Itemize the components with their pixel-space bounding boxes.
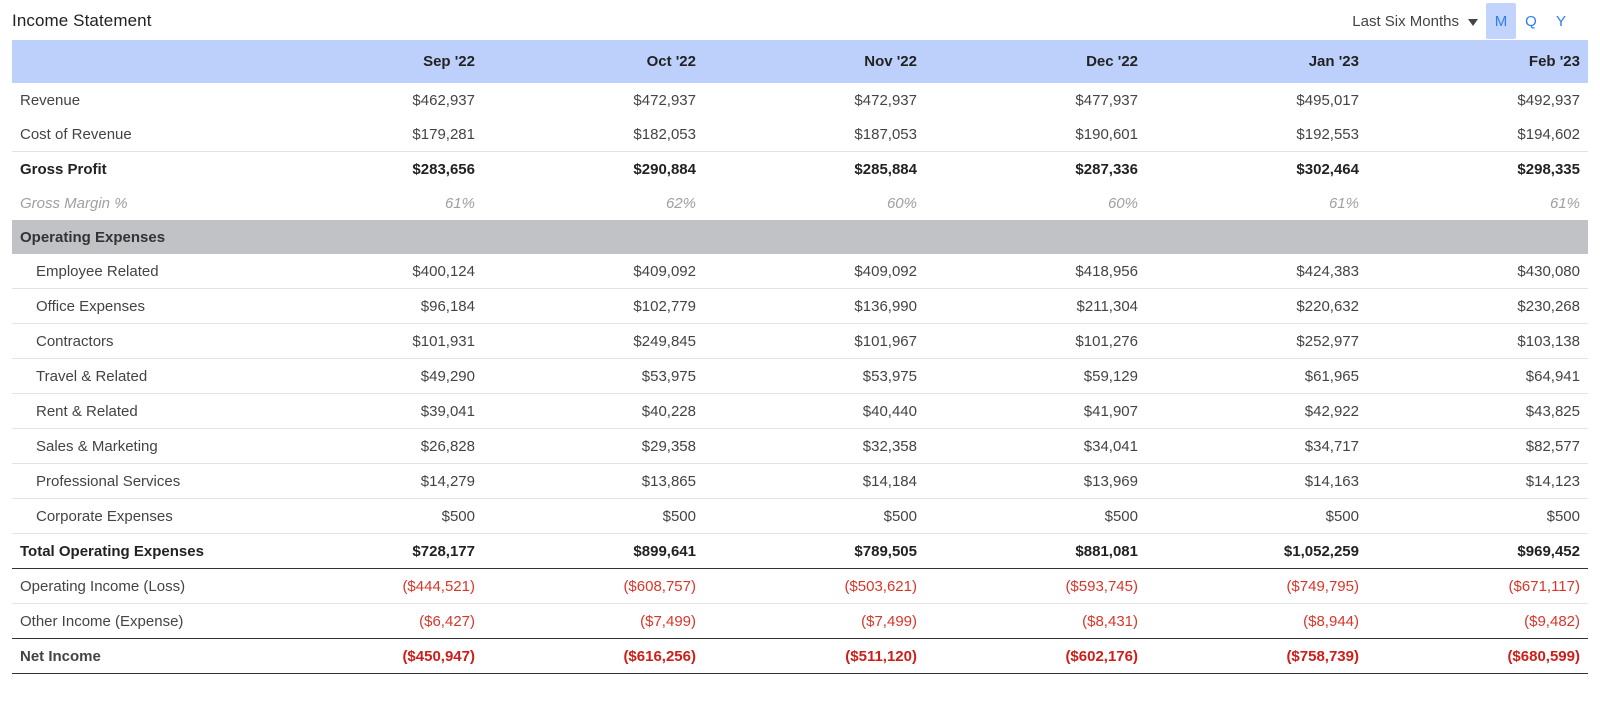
period-controls — [1352, 4, 1576, 38]
row-label: Employee Related — [12, 254, 262, 289]
row-value: $220,632 — [1146, 289, 1367, 324]
statement-header — [12, 0, 1588, 40]
row-value: $14,279 — [262, 464, 483, 499]
row-value: ($8,944) — [1303, 612, 1359, 630]
table-row-rent-related — [12, 394, 1588, 429]
row-value: $13,865 — [483, 464, 704, 499]
row-value: $14,184 — [704, 464, 925, 499]
row-value: $728,177 — [262, 534, 483, 569]
table-row-other-income — [12, 604, 1588, 639]
row-label: Sales & Marketing — [12, 429, 262, 464]
table-row-employee-related — [12, 254, 1588, 289]
row-label: Gross Profit — [20, 160, 107, 178]
row-value: $136,990 — [704, 289, 925, 324]
row-value: $302,464 — [1296, 160, 1359, 178]
row-value: ($608,757) — [483, 569, 704, 604]
row-value: $211,304 — [925, 289, 1146, 324]
row-value: $298,335 — [1517, 160, 1580, 178]
row-value: ($758,739) — [1146, 639, 1367, 674]
table-row-travel-related — [12, 359, 1588, 394]
row-label: Rent & Related — [12, 394, 262, 429]
row-value: $182,053 — [483, 117, 704, 152]
column-header: Jan '23 — [1146, 40, 1367, 83]
row-value: $472,937 — [854, 91, 917, 109]
row-value: $41,907 — [925, 394, 1146, 429]
row-value: $82,577 — [1367, 429, 1588, 464]
caret-down-icon — [1468, 19, 1478, 26]
column-header: Oct '22 — [483, 40, 704, 83]
table-row-sales-marketing — [12, 429, 1588, 464]
row-label: Net Income — [12, 639, 262, 674]
section-label: Operating Expenses — [12, 220, 1588, 254]
table-row-net-income — [12, 639, 1588, 674]
row-value: $101,931 — [262, 324, 483, 359]
table-row-operating-income — [12, 569, 1588, 604]
row-value: ($7,499) — [861, 612, 917, 630]
row-value: $53,975 — [704, 359, 925, 394]
date-range-label: Last Six Months — [1352, 12, 1459, 30]
row-label: Contractors — [12, 324, 262, 359]
row-value: $1,052,259 — [1146, 534, 1367, 569]
row-value: ($680,599) — [1367, 639, 1588, 674]
row-value: $789,505 — [704, 534, 925, 569]
row-value: $29,358 — [483, 429, 704, 464]
row-value: $252,977 — [1146, 324, 1367, 359]
row-label: Revenue — [20, 91, 81, 109]
row-value: 62% — [665, 194, 696, 212]
row-label: Total Operating Expenses — [12, 534, 262, 569]
row-value: $495,017 — [1296, 91, 1359, 109]
row-value: $53,975 — [483, 359, 704, 394]
row-value: $39,041 — [262, 394, 483, 429]
column-header: Nov '22 — [704, 40, 925, 83]
table-row-gross-margin — [12, 186, 1588, 220]
table-row-cost-of-revenue — [12, 117, 1588, 152]
row-value: $409,092 — [704, 254, 925, 289]
row-value: $409,092 — [483, 254, 704, 289]
row-value: $462,937 — [412, 91, 475, 109]
row-value: 60% — [1107, 194, 1138, 212]
row-value: $477,937 — [1075, 91, 1138, 109]
row-value: $283,656 — [412, 160, 475, 178]
row-label: Operating Income (Loss) — [12, 569, 262, 604]
row-value: $40,228 — [483, 394, 704, 429]
row-value: $61,965 — [1146, 359, 1367, 394]
row-value: $285,884 — [854, 160, 917, 178]
row-value: $400,124 — [262, 254, 483, 289]
column-header-label — [12, 40, 262, 83]
row-value: ($503,621) — [704, 569, 925, 604]
row-value: $101,967 — [704, 324, 925, 359]
row-value: $500 — [925, 499, 1146, 534]
row-value: $472,937 — [633, 91, 696, 109]
row-label: Corporate Expenses — [12, 499, 262, 534]
row-value: 61% — [1328, 194, 1359, 212]
row-value: $42,922 — [1146, 394, 1367, 429]
row-value: $187,053 — [704, 117, 925, 152]
row-value: $492,937 — [1517, 91, 1580, 109]
row-value: $287,336 — [1075, 160, 1138, 178]
row-value: 61% — [444, 194, 475, 212]
row-value: $969,452 — [1367, 534, 1588, 569]
row-value: ($444,521) — [262, 569, 483, 604]
row-value: $418,956 — [925, 254, 1146, 289]
row-value: $192,553 — [1146, 117, 1367, 152]
row-value: ($7,499) — [640, 612, 696, 630]
row-value: $103,138 — [1367, 324, 1588, 359]
column-header: Sep '22 — [262, 40, 483, 83]
row-value: ($450,947) — [262, 639, 483, 674]
row-value: $96,184 — [262, 289, 483, 324]
row-value: ($511,120) — [704, 639, 925, 674]
row-label: Travel & Related — [12, 359, 262, 394]
row-value: ($6,427) — [419, 612, 475, 630]
table-header-row — [12, 40, 1588, 83]
row-value: $14,163 — [1146, 464, 1367, 499]
row-value: $59,129 — [925, 359, 1146, 394]
row-value: $14,123 — [1367, 464, 1588, 499]
table-row-revenue — [12, 83, 1588, 117]
row-value: $500 — [1146, 499, 1367, 534]
row-value: ($671,117) — [1367, 569, 1588, 604]
row-value: $500 — [262, 499, 483, 534]
row-value: 61% — [1549, 194, 1580, 212]
row-value: ($749,795) — [1146, 569, 1367, 604]
row-label: Gross Margin % — [20, 194, 128, 212]
row-value: $43,825 — [1367, 394, 1588, 429]
row-value: $32,358 — [704, 429, 925, 464]
row-value: ($602,176) — [925, 639, 1146, 674]
row-value: $13,969 — [925, 464, 1146, 499]
row-label: Other Income (Expense) — [20, 612, 184, 630]
row-label: Office Expenses — [12, 289, 262, 324]
row-value: $194,602 — [1367, 117, 1588, 152]
page-title: Income Statement — [12, 11, 152, 30]
row-value: $64,941 — [1367, 359, 1588, 394]
table-row-contractors — [12, 324, 1588, 359]
row-value: $101,276 — [925, 324, 1146, 359]
period-button-monthly[interactable]: M — [1486, 3, 1516, 39]
row-value: $102,779 — [483, 289, 704, 324]
row-value: $34,041 — [925, 429, 1146, 464]
row-value: $190,601 — [925, 117, 1146, 152]
table-row-corporate-expenses — [12, 499, 1588, 534]
section-header-operating-expenses — [12, 220, 1588, 254]
row-label: Professional Services — [12, 464, 262, 499]
row-value: ($9,482) — [1524, 612, 1580, 630]
column-header: Dec '22 — [925, 40, 1146, 83]
row-value: $500 — [1367, 499, 1588, 534]
table-row-total-operating-expenses — [12, 534, 1588, 569]
period-button-yearly[interactable]: Y — [1555, 12, 1566, 30]
row-value: $249,845 — [483, 324, 704, 359]
row-label: Cost of Revenue — [12, 117, 262, 152]
table-row-professional-services — [12, 464, 1588, 499]
income-statement-table — [12, 40, 1588, 674]
row-value: $49,290 — [262, 359, 483, 394]
period-button-quarterly[interactable]: Q — [1525, 12, 1537, 30]
row-value: $424,383 — [1146, 254, 1367, 289]
row-value: $290,884 — [633, 160, 696, 178]
row-value: $230,268 — [1367, 289, 1588, 324]
date-range-dropdown[interactable] — [1352, 13, 1478, 30]
row-value: $500 — [704, 499, 925, 534]
row-value: ($593,745) — [925, 569, 1146, 604]
row-value: ($8,431) — [1082, 612, 1138, 630]
row-value: $179,281 — [262, 117, 483, 152]
table-row-gross-profit — [12, 152, 1588, 187]
row-value: 60% — [886, 194, 917, 212]
row-value: $430,080 — [1367, 254, 1588, 289]
row-value: $500 — [483, 499, 704, 534]
row-value: $34,717 — [1146, 429, 1367, 464]
row-value: $40,440 — [704, 394, 925, 429]
table-row-office-expenses — [12, 289, 1588, 324]
column-header: Feb '23 — [1367, 40, 1588, 83]
row-value: $881,081 — [925, 534, 1146, 569]
row-value: $899,641 — [483, 534, 704, 569]
row-value: ($616,256) — [483, 639, 704, 674]
row-value: $26,828 — [262, 429, 483, 464]
